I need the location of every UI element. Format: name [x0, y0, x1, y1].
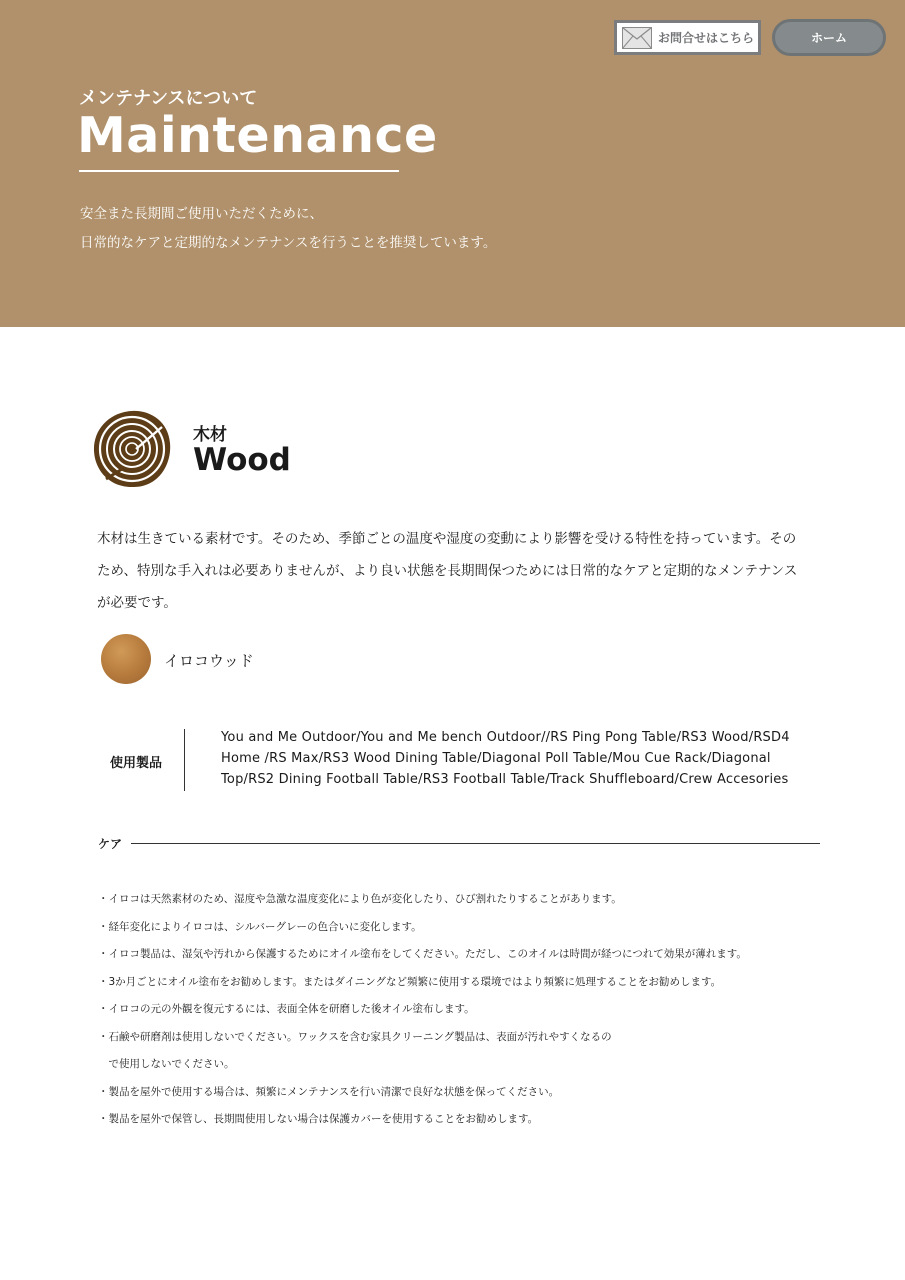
care-divider [131, 843, 820, 844]
hero-banner [0, 0, 905, 327]
care-item: ・製品を屋外で保管し、長期間使用しない場合は保護カバーを使用することをお勧めします。 [98, 1113, 539, 1125]
care-item: ・イロコの元の外観を復元するには、表面全体を研磨した後オイル塗布します。 [98, 1003, 475, 1015]
care-item: ・イロコ製品は、湿気や汚れから保護するためにオイル塗布をしてください。ただし、このオイルは時間が経つにつれて効果が薄れます。 [98, 948, 747, 960]
care-item: ・製品を屋外で使用する場合は、頻繁にメンテナンスを行い清潔で良好な状態を保ってください。 [98, 1085, 560, 1098]
products-label: 使用製品 [110, 756, 163, 771]
hero-description [80, 200, 496, 258]
page-subtitle: メンテナンスについて [79, 88, 258, 109]
home-button[interactable]: ホーム [772, 19, 886, 56]
wood-title: Wood [193, 442, 291, 478]
page-title: Maintenance [77, 107, 438, 164]
care-item: で使用しないでください。 [98, 1058, 235, 1070]
hero-description-line: 安全また長期間ご使用いただくために、 [80, 206, 323, 222]
care-heading: ケア [98, 837, 123, 851]
wood-subtitle: 木材 [193, 425, 227, 445]
care-list [98, 886, 747, 1134]
wood-rings-icon [92, 409, 172, 489]
wood-description: 木材は生きている素材です。そのため、季節ごとの温度や湿度の変動により影響を受ける特性を持っています。そのため、特別な手入れは必要ありませんが、より良い状態を長期間保つためには日常的なケアと定期的なメンテナンスが必要です。 [97, 531, 798, 611]
products-divider [184, 729, 185, 791]
care-item: ・3か月ごとにオイル塗布をお勧めします。またはダイニングなど頻繁に使用する環境ではより頻繁に処理することをお勧めします。 [98, 975, 722, 988]
care-item: ・イロコは天然素材のため、湿度や急激な温度変化により色が変化したり、ひび割れたりすることがあります。 [98, 893, 622, 905]
material-name: イロコウッド [164, 652, 254, 670]
iroko-wood-swatch [101, 634, 151, 684]
care-item: ・経年変化によりイロコは、シルバーグレーの色合いに変化します。 [98, 920, 422, 933]
products-list: You and Me Outdoor/You and Me bench Outdoor//RS Ping Pong Table/RS3 Wood/RSD4 Home /RS Max/RS3 Wood Dining Table/Diagonal Poll Table/Mou Cue Rack/Diagonal Top/RS2 Dining Football Table/RS3 Football Table/Track Shuffleboard/Crew Accesories [221, 730, 790, 787]
care-item: ・石鹸や研磨剤は使用しないでください。ワックスを含む家具クリーニング製品は、表面が汚れやすくなるの [98, 1030, 612, 1043]
hero-description-line: 日常的なケアと定期的なメンテナンスを行うことを推奨しています。 [80, 235, 497, 251]
contact-button[interactable] [614, 20, 761, 55]
title-underline [79, 170, 399, 172]
mail-icon [622, 27, 652, 49]
contact-button-label: お問合せはこちら [658, 31, 755, 45]
